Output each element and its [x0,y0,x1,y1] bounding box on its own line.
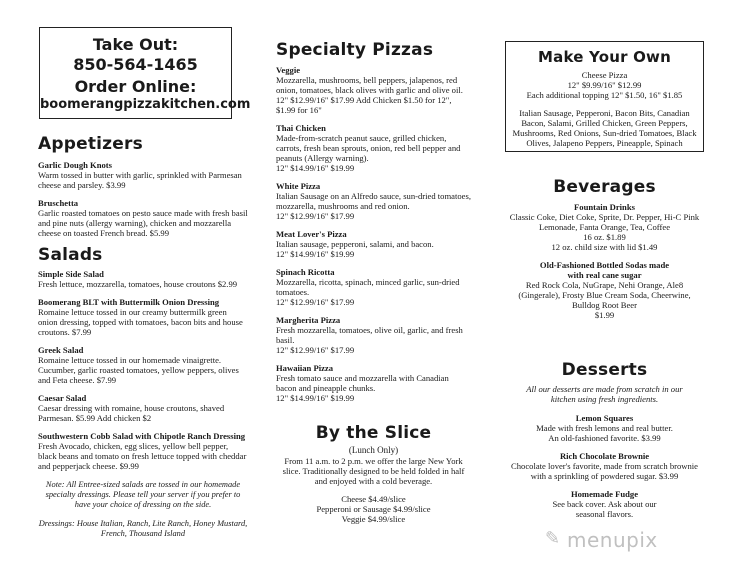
item-desc: Italian Sausage on an Alfredo sauce, sun-dried tomatoes, mozzarella, mushrooms and red onion. [276,191,471,211]
menu-item [38,160,248,190]
order-online-title: Order Online: [74,77,197,96]
by-the-slice-section [276,423,471,524]
item-price: 12" $12.99/16" $17.99 Add Chicken $1.50 for 12", $1.99 for 16" [276,95,452,115]
takeout-title: Take Out: [92,35,179,54]
item-desc: Made with fresh lemons and real butter. An old-fashioned favorite. $3.99 [536,423,673,443]
item-desc: Caesar dressing with romaine, house croutons, shaved Parmesan. $5.99 Add chicken $2 [38,403,225,423]
item-price: 12" $14.99/16" $19.99 [276,163,355,173]
beverages-section [505,177,704,320]
item-name: Margherita Pizza [276,315,341,325]
specialty-heading: Specialty Pizzas [276,40,434,60]
item-desc: Garlic roasted tomatoes on pesto sauce made with fresh basil and pine nuts (allergy warning), chicken and mozzarella cheese on toasted French bread. $5.99 [38,208,248,238]
cheese-pizza-price: 12" $9.99/16" $12.99 [567,80,642,90]
menu-item [276,267,471,307]
website-link[interactable]: boomerangpizzakitchen.com [40,97,251,112]
desserts-heading: Desserts [561,360,648,380]
menu-item [276,229,471,259]
item-name: Simple Side Salad [38,269,104,279]
takeout-box [39,27,251,119]
menu-item [38,269,248,289]
slice-sub: (Lunch Only) [348,445,399,455]
item-name: Spinach Ricotta [276,267,335,277]
menu-item [505,202,704,252]
item-desc: Red Rock Cola, NuGrape, Nehi Orange, Ale8 (Gingerale), Frosty Blue Cream Soda, Cheerwine, Bulldog Root Beer [518,280,691,310]
watermark-text: menupix [567,528,658,552]
item-desc: Italian sausage, pepperoni, salami, and bacon. [276,239,434,249]
cheese-pizza-name: Cheese Pizza [581,70,628,80]
item-name: Bruschetta [38,198,79,208]
menu-item [38,431,248,471]
item-name: Homemade Fudge [570,489,639,499]
item-name: Meat Lover's Pizza [276,229,347,239]
item-name: Fountain Drinks [574,202,635,212]
item-desc: Warm tossed in butter with garlic, sprinkled with Parmesan cheese and parsley. $3.99 [38,170,242,190]
menu-item [505,413,704,443]
desserts-section [505,360,704,519]
item-price: 16 oz. $1.89 [583,232,626,242]
make-your-own-box [505,41,704,152]
item-name: Thai Chicken [276,123,326,133]
slice-price: Pepperoni or Sausage $4.99/slice [316,504,431,514]
salads-section [38,245,248,539]
item-name: Boomerang BLT with Buttermilk Onion Dressing [38,297,220,307]
item-price: 12" $12.99/16" $17.99 [276,345,355,355]
menu-item [276,65,471,115]
item-desc: See back cover. Ask about our seasonal flavors. [552,499,657,519]
slice-desc: From 11 a.m. to 2 p.m. we offer the large New York slice. Traditionally designed to be held folded in half and enjoyed with a cold beverage. [282,456,465,486]
item-desc: Fresh mozzarella, tomatoes, olive oil, garlic, and fresh basil. [276,325,463,345]
toppings-list: Italian Sausage, Pepperoni, Bacon Bits, Canadian Bacon, Salami, Grilled Chicken, Green Peppers, Mushrooms, Red Onions, Sun-dried Tomatoes, Black Olives, Jalapeno Peppers, Pineapple, Spinach [512,108,697,148]
item-desc: Fresh lettuce, mozzarella, tomatoes, house croutons $2.99 [38,279,238,289]
appetizers-heading: Appetizers [38,134,143,154]
item-name: Hawaiian Pizza [276,363,334,373]
item-desc: Classic Coke, Diet Coke, Sprite, Dr. Pepper, Hi-C Pink Lemonade, Fanta Orange, Tea, Coffee [509,212,700,232]
salad-note: Note: All Entree-sized salads are tossed in our homemade specialty dressings. Please tell your server if you prefer to have your choice of dressing on the side. [45,480,241,509]
item-desc: Fresh tomato sauce and mozzarella with Canadian bacon and pineapple chunks. [276,373,449,393]
item-price: 12" $14.99/16" $19.99 [276,393,355,403]
item-price: $1.99 [594,310,615,320]
desserts-intro: All our desserts are made from scratch in our kitchen using fresh ingredients. [526,384,683,404]
item-price: 12 oz. child size with lid $1.49 [551,242,658,252]
make-your-own-heading: Make Your Own [538,48,671,66]
item-price: 12" $12.99/16" $17.99 [276,297,355,307]
beverages-heading: Beverages [553,177,656,197]
menu-item [505,451,704,481]
specialty-pizzas-section [276,40,471,403]
item-desc: Romaine lettuce tossed in our creamy buttermilk green onion dressing, topped with tomatoes, bacon bits and house croutons. $7.99 [38,307,243,337]
item-desc: Romaine lettuce tossed in our homemade vinaigrette. Cucumber, garlic roasted tomatoes, yellow peppers, olives and Feta cheese. $7.99 [38,355,239,385]
takeout-phone: 850-564-1465 [73,55,198,74]
menu-item [38,198,248,238]
item-name: Caesar Salad [38,393,87,403]
menu-item [276,363,471,403]
slice-price: Veggie $4.99/slice [341,514,406,524]
appetizers-section [38,134,248,238]
menu-item [505,280,704,320]
item-name: Greek Salad [38,345,84,355]
watermark-icon: ✎ [545,528,561,549]
menu-item [505,260,704,280]
item-name: White Pizza [276,181,321,191]
menu-item [38,393,248,423]
item-name: Southwestern Cobb Salad with Chipotle Ranch Dressing [38,431,246,441]
menu-item [276,315,471,355]
item-name: Lemon Squares [575,413,634,423]
salads-heading: Salads [38,245,103,265]
menu-item [505,489,704,519]
slice-heading: By the Slice [315,423,432,443]
item-desc: Chocolate lover's favorite, made from scratch brownie with a sprinkling of powdered sugar. $3.99 [511,461,698,481]
item-name: Old-Fashioned Bottled Sodas made with real cane sugar [539,260,670,280]
menu-item [276,123,471,173]
menu-item [38,297,248,337]
topping-price: Each additional topping 12" $1.50, 16" $1.85 [526,90,683,100]
slice-price: Cheese $4.49/slice [341,494,406,504]
item-name: Garlic Dough Knots [38,160,113,170]
item-desc: Fresh Avocado, chicken, egg slices, yellow bell pepper, black beans and tomato on fresh lettuce topped with cheddar and pepperjack cheese. $9.99 [38,441,247,471]
menu-item [276,181,471,221]
item-desc: Made-from-scratch peanut sauce, grilled chicken, carrots, fresh bean sprouts, onion, red bell pepper and peanuts (Allergy warning). [276,133,461,163]
item-price: 12" $12.99/16" $17.99 [276,211,355,221]
item-desc: Mozzarella, mushrooms, bell peppers, jalapenos, red onion, tomatoes, black olives with garlic and olive oil. [276,75,463,95]
item-name: Rich Chocolate Brownie [559,451,650,461]
item-desc: Mozzarella, ricotta, spinach, minced garlic, sun-dried tomatoes. [276,277,460,297]
menu-item [38,345,248,385]
item-name: Veggie [276,65,301,75]
item-price: 12" $14.99/16" $19.99 [276,249,355,259]
dressings-list: Dressings: House Italian, Ranch, Lite Ranch, Honey Mustard, French, Thousand Island [38,519,248,538]
